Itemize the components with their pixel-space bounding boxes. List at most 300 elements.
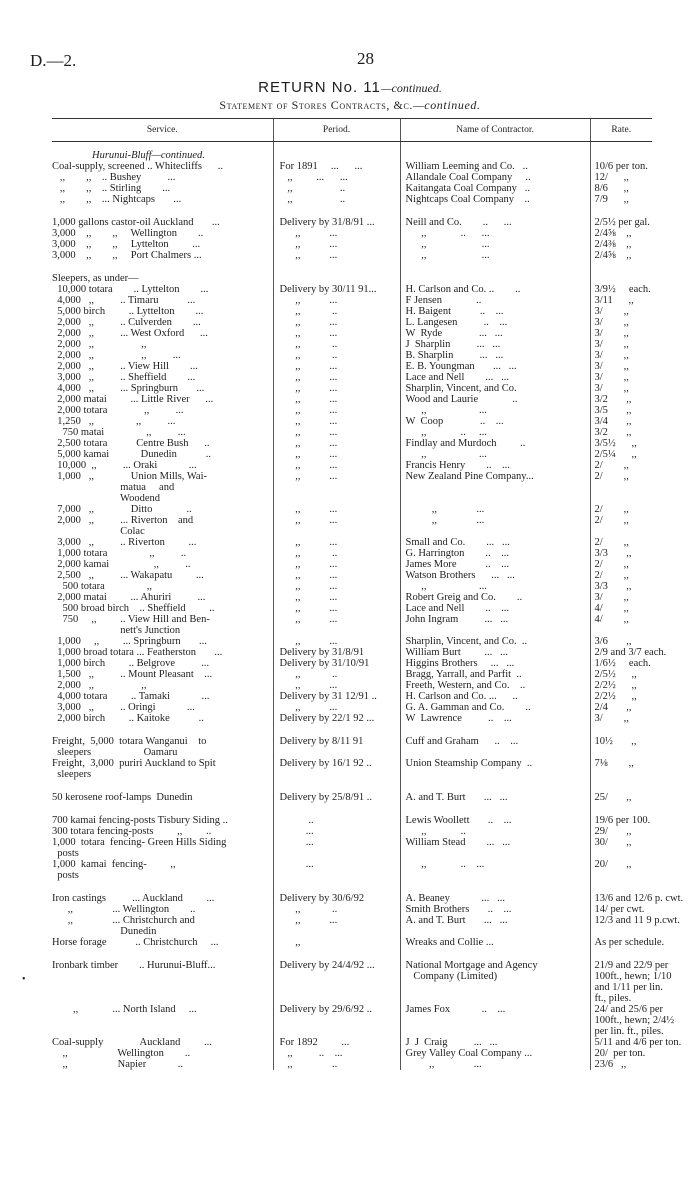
contractor-cell — [400, 881, 590, 893]
table-row — [52, 559, 652, 570]
period-cell: ,, ... — [273, 680, 400, 691]
period-cell: .. — [273, 815, 400, 826]
period-cell: ,, — [273, 937, 400, 948]
table-row — [52, 284, 652, 295]
contractor-cell: Union Steamship Company .. — [400, 758, 590, 769]
period-cell: ,, .. — [273, 669, 400, 680]
contractor-cell — [400, 993, 590, 1004]
contractor-cell: Small and Co. ... ... — [400, 537, 590, 548]
service-cell: 500 totara ,, — [52, 581, 153, 592]
rate-cell: 3/ ,, — [590, 317, 652, 328]
period-column-header: Period. — [273, 119, 400, 142]
service-cell — [52, 803, 273, 815]
service-cell: 4,000 totara .. Tamaki ... — [52, 691, 210, 702]
service-cell: 300 totara fencing-posts ,, .. — [52, 826, 212, 837]
contractor-cell — [400, 142, 590, 151]
service-cell: ,, Wellington .. — [52, 1048, 191, 1059]
period-cell: ,, ... — [273, 361, 400, 372]
service-cell: 4,000 ,, .. Timaru ... — [52, 295, 196, 306]
table-row — [52, 471, 652, 482]
contractor-cell — [400, 747, 590, 758]
table-body — [52, 142, 684, 1071]
period-cell: Delivery by 25/8/91 .. — [273, 792, 400, 803]
rate-cell: 3/ ,, — [590, 383, 652, 394]
period-cell: ,, ... — [273, 449, 400, 460]
service-cell: 700 kamai fencing-posts Tisbury Siding .. — [52, 815, 228, 826]
contractor-cell: Company (Limited) — [400, 971, 590, 982]
rate-cell: 100ft., hewn; 2/4½ — [590, 1015, 652, 1026]
period-cell: Delivery by 30/6/92 — [273, 893, 400, 904]
period-cell: ... — [273, 826, 400, 837]
rate-cell: 3/ ,, — [590, 328, 652, 339]
table-row — [52, 893, 652, 904]
contractor-cell: J J Craig ... ... — [400, 1037, 590, 1048]
rate-cell — [590, 724, 652, 736]
table-row — [52, 460, 652, 471]
table-row — [52, 372, 652, 383]
spacer-row — [52, 948, 652, 960]
table-row — [52, 758, 652, 769]
period-cell: Delivery by 22/1 92 ... — [273, 713, 400, 724]
subtitle-text: Statement of Stores Contracts, &c. — [219, 98, 414, 112]
rate-cell: 2/2½ ,, — [590, 691, 652, 702]
rate-cell: 2/5¼ ,, — [590, 449, 652, 460]
period-cell — [273, 261, 400, 273]
period-cell — [273, 993, 400, 1004]
service-cell: 2,500 totara Centre Bush .. — [52, 438, 210, 449]
contractor-cell: ,, .. ... — [400, 859, 590, 870]
service-cell: Dunedin — [52, 926, 157, 937]
contractor-cell: Smith Brothers .. ... — [400, 904, 590, 915]
spacer-row — [52, 261, 652, 273]
rate-cell: 12/ ,, — [590, 172, 652, 183]
rate-cell — [590, 493, 652, 504]
contractor-cell: William Burt ... ... — [400, 647, 590, 658]
service-cell: 10,000 totara .. Lyttelton ... — [52, 284, 209, 295]
spacer-row — [52, 803, 652, 815]
table-row — [52, 1048, 652, 1059]
contractor-cell: B. Sharplin ... ... — [400, 350, 590, 361]
table-row — [52, 713, 652, 724]
service-cell: 4,000 ,, ... Springburn ... — [52, 383, 205, 394]
rate-cell: 3/9½ each. — [590, 284, 652, 295]
rate-cell: 2/4⅜ ,, — [590, 239, 652, 250]
period-cell: ,, ... — [273, 559, 400, 570]
rate-cell — [590, 881, 652, 893]
service-cell: 500 broad birch .. Sheffield .. — [52, 603, 215, 614]
table-row — [52, 317, 652, 328]
period-cell: ,, ... — [273, 250, 400, 261]
period-cell: ,, ... — [273, 504, 400, 515]
title-suffix: —continued. — [380, 81, 442, 95]
rate-cell: 3/5 ,, — [590, 405, 652, 416]
table-row — [52, 769, 652, 780]
rate-cell: 8/6 ,, — [590, 183, 652, 194]
period-cell: ,, ... — [273, 383, 400, 394]
rate-cell — [590, 150, 652, 161]
table-row — [52, 904, 652, 915]
contractor-cell: W Coop .. ... — [400, 416, 590, 427]
table-row — [52, 350, 652, 361]
service-cell: 3,000 ,, ,, Lyttelton ... — [52, 239, 201, 250]
contractor-cell: ,, ... — [400, 405, 590, 416]
service-cell — [52, 780, 273, 792]
rate-cell: 1/6½ each. — [590, 658, 652, 669]
table-row — [52, 427, 652, 438]
table-row — [52, 239, 652, 250]
contractor-cell: ,, .. ... — [400, 427, 590, 438]
table-row — [52, 493, 652, 504]
rate-cell: 29/ ,, — [590, 826, 652, 837]
rate-cell: 7⅛ ,, — [590, 758, 652, 769]
service-cell: 2,000 matai ... Ahuriri ... — [52, 592, 206, 603]
period-cell: ,, ... — [273, 702, 400, 713]
service-cell — [52, 982, 273, 993]
service-cell: 1,000 ,, ... Springburn ... — [52, 636, 207, 647]
service-cell — [52, 724, 273, 736]
period-cell: Delivery by 24/4/92 ... — [273, 960, 400, 971]
table-row — [52, 394, 652, 405]
contractor-cell: ,, .. ... — [400, 228, 590, 239]
service-cell: ,, ... Wellington .. — [52, 904, 196, 915]
rate-cell — [590, 625, 652, 636]
contractor-cell: ,, ... — [400, 1059, 590, 1070]
period-cell: Delivery by 29/6/92 .. — [273, 1004, 400, 1015]
table-row — [52, 960, 652, 971]
service-cell — [52, 142, 273, 151]
contractor-cell — [400, 870, 590, 881]
period-cell: Delivery by 31/10/91 — [273, 658, 400, 669]
service-cell: ,, ... North Island ... — [52, 1004, 197, 1015]
service-cell: 2,000 kamai ,, .. — [52, 559, 191, 570]
contractor-cell — [400, 724, 590, 736]
service-cell — [52, 881, 273, 893]
rate-cell: 3/ ,, — [590, 372, 652, 383]
service-cell: 5,000 kamai Dunedin .. — [52, 449, 211, 460]
table-row — [52, 548, 652, 559]
service-cell: 2,000 birch .. Kaitoke .. — [52, 713, 204, 724]
rate-cell — [590, 948, 652, 960]
rate-cell: 21/9 and 22/9 per — [590, 960, 652, 971]
table-row — [52, 150, 652, 161]
period-cell: For 1892 ... — [273, 1037, 400, 1048]
contractor-cell: H. Baigent .. ... — [400, 306, 590, 317]
period-cell: ,, ... — [273, 405, 400, 416]
service-cell: 750 matai ,, ... — [52, 427, 186, 438]
service-cell: 3,000 ,, ,, Wellington .. — [52, 228, 204, 239]
table-row — [52, 515, 652, 526]
table-row — [52, 581, 652, 592]
period-cell: ,, ... — [273, 228, 400, 239]
period-cell: ,, ... — [273, 372, 400, 383]
rate-cell: 2/9 and 3/7 each. — [590, 647, 652, 658]
period-cell: ,, .. ... — [273, 1048, 400, 1059]
service-cell: ,, Napier .. — [52, 1059, 183, 1070]
table-row — [52, 1037, 652, 1048]
table-row — [52, 438, 652, 449]
rate-cell: 3/2 ,, — [590, 394, 652, 405]
rate-cell: 20/ per ton. — [590, 1048, 652, 1059]
contractor-cell: W Lawrence .. ... — [400, 713, 590, 724]
table-row — [52, 848, 652, 859]
spacer-row — [52, 780, 652, 792]
contractor-cell — [400, 493, 590, 504]
table-row — [52, 647, 652, 658]
service-cell: 1,000 birch .. Belgrove ... — [52, 658, 210, 669]
contractor-cell: Sharplin, Vincent, and Co. .. — [400, 636, 590, 647]
service-cell: 3,000 ,, .. Oringi ... — [52, 702, 195, 713]
service-cell: 2,000 totara ,, ... — [52, 405, 184, 416]
service-cell: Freight, 5,000 totara Wanganui to — [52, 736, 207, 747]
rate-cell: 14/ per cwt. — [590, 904, 652, 915]
rate-cell: 4/ ,, — [590, 603, 652, 614]
service-cell: 2,000 ,, ,, — [52, 339, 147, 350]
table-row — [52, 614, 652, 625]
table-row — [52, 971, 652, 982]
contractor-cell: James Fox .. ... — [400, 1004, 590, 1015]
contractor-cell: Findlay and Murdoch .. — [400, 438, 590, 449]
table-row — [52, 306, 652, 317]
period-cell: For 1891 ... ... — [273, 161, 400, 172]
period-cell: ,, .. — [273, 1059, 400, 1070]
contractor-cell: ,, ... — [400, 504, 590, 515]
service-cell: 1,000 kamai fencing- ,, — [52, 859, 176, 870]
service-cell — [52, 971, 273, 982]
rate-cell: 2/ ,, — [590, 559, 652, 570]
service-cell: 2,000 ,, ... West Oxford ... — [52, 328, 208, 339]
period-cell — [273, 769, 400, 780]
rate-cell: 4/ ,, — [590, 614, 652, 625]
contractor-cell: L. Langesen .. ... — [400, 317, 590, 328]
table-row — [52, 250, 652, 261]
rate-cell: 2/ ,, — [590, 515, 652, 526]
rate-cell: 19/6 per 100. — [590, 815, 652, 826]
period-cell: Delivery by 16/1 92 .. — [273, 758, 400, 769]
rate-cell: 3/ ,, — [590, 339, 652, 350]
table-row — [52, 161, 652, 172]
service-cell: Hurunui-Bluff—continued. — [92, 150, 205, 161]
contractor-cell — [400, 780, 590, 792]
page-number: 28 — [357, 49, 374, 68]
period-cell — [273, 625, 400, 636]
spacer-row — [52, 724, 652, 736]
period-cell — [273, 848, 400, 859]
contractor-cell: A. and T. Burt ... ... — [400, 792, 590, 803]
rate-cell: 10/6 per ton. — [590, 161, 652, 172]
service-cell: 2,000 ,, .. Culverden ... — [52, 317, 201, 328]
rate-cell — [590, 926, 652, 937]
margin-mark: • — [22, 974, 26, 985]
rate-cell — [590, 769, 652, 780]
table-row — [52, 993, 652, 1004]
service-cell: 1,000 gallons castor-oil Auckland ... — [52, 217, 220, 228]
rate-cell — [590, 803, 652, 815]
spacer-row — [52, 881, 652, 893]
service-cell: 3,000 ,, ,, Port Chalmers ... — [52, 250, 202, 261]
service-cell: Horse forage .. Christchurch ... — [52, 937, 219, 948]
table-row — [52, 625, 652, 636]
table-row — [52, 361, 652, 372]
table-row — [52, 736, 652, 747]
rate-cell — [590, 482, 652, 493]
service-cell: 1,000 totara ,, .. — [52, 548, 187, 559]
service-cell — [52, 261, 273, 273]
service-cell: 3,000 ,, .. Riverton ... — [52, 537, 197, 548]
table-row — [52, 815, 652, 826]
service-cell: Colac — [52, 526, 145, 537]
rate-cell: 2/4⅝ ,, — [590, 228, 652, 239]
contractor-cell: ,, ... — [400, 449, 590, 460]
table-row — [52, 702, 652, 713]
return-title — [0, 79, 700, 96]
period-cell — [273, 142, 400, 151]
contractor-cell: William Stead ... ... — [400, 837, 590, 848]
contractor-cell: G. A. Gamman and Co. .. — [400, 702, 590, 713]
contractor-cell: F Jensen .. — [400, 295, 590, 306]
service-cell — [52, 993, 273, 1004]
table-row — [52, 669, 652, 680]
contractor-cell: ,, ... — [400, 250, 590, 261]
rate-cell: 2/ ,, — [590, 570, 652, 581]
subtitle-suffix: —continued. — [413, 98, 481, 112]
period-cell: ,, ... ... — [273, 172, 400, 183]
service-cell: 50 kerosene roof-lamps Dunedin — [52, 792, 193, 803]
table-row — [52, 826, 652, 837]
service-cell: nett's Junction — [52, 625, 181, 636]
period-cell: ,, .. — [273, 183, 400, 194]
contractor-cell: Sharplin, Vincent, and Co. — [400, 383, 590, 394]
period-cell: ,, ... — [273, 438, 400, 449]
table-row — [52, 1015, 652, 1026]
contractor-cell: Freeth, Western, and Co. .. — [400, 680, 590, 691]
spacer-row — [52, 142, 652, 151]
rate-cell: 2/4 ,, — [590, 702, 652, 713]
service-cell: Freight, 3,000 puriri Auckland to Spit — [52, 758, 216, 769]
rate-cell: 2/5½ ,, — [590, 669, 652, 680]
contractor-cell: ,, ... — [400, 515, 590, 526]
table-row — [52, 1059, 652, 1070]
rate-cell — [590, 142, 652, 151]
period-cell: ,, ... — [273, 239, 400, 250]
contractor-cell — [400, 273, 590, 284]
contractor-cell: Nightcaps Coal Company .. — [400, 194, 590, 205]
period-cell — [273, 150, 400, 161]
rate-cell: 2/ ,, — [590, 471, 652, 482]
contractor-cell: National Mortgage and Agency — [400, 960, 590, 971]
rate-cell: 3/3 ,, — [590, 581, 652, 592]
service-cell: Coal-supply, screened .. Whitecliffs .. — [52, 161, 223, 172]
contractor-cell: ,, ... — [400, 581, 590, 592]
contractor-cell: Grey Valley Coal Company ... — [400, 1048, 590, 1059]
service-cell: ,, ... Christchurch and — [52, 915, 195, 926]
service-cell: matua and — [52, 482, 175, 493]
service-cell: 2,000 ,, ,, ... — [52, 350, 181, 361]
period-cell: ,, ... — [273, 460, 400, 471]
rate-cell: 5/11 and 4/6 per ton. — [590, 1037, 652, 1048]
period-cell: ... — [273, 859, 400, 870]
service-cell: sleepers Oamaru — [52, 747, 178, 758]
table-row — [52, 792, 652, 803]
period-cell — [273, 493, 400, 504]
table-row — [52, 273, 652, 284]
table-row — [52, 328, 652, 339]
contractor-cell — [400, 769, 590, 780]
contractor-cell: New Zealand Pine Company... — [400, 471, 590, 482]
table-row — [52, 680, 652, 691]
rate-cell: 2/2½ ,, — [590, 680, 652, 691]
rate-cell — [590, 273, 652, 284]
period-cell: ,, ... — [273, 328, 400, 339]
table-row — [52, 217, 652, 228]
table-row — [52, 383, 652, 394]
rate-cell: and 1/11 per lin. — [590, 982, 652, 993]
service-cell: 750 ,, .. View Hill and Ben- — [52, 614, 210, 625]
contractor-cell: ,, .. — [400, 826, 590, 837]
contractor-cell: Neill and Co. .. ... — [400, 217, 590, 228]
contractor-cell: W Ryde ... ... — [400, 328, 590, 339]
contractor-cell: Bragg, Yarrall, and Parfit .. — [400, 669, 590, 680]
period-cell: ,, .. — [273, 548, 400, 559]
contractor-cell: Francis Henry .. ... — [400, 460, 590, 471]
service-cell: 2,000 ,, .. View Hill ... — [52, 361, 198, 372]
contractor-cell: A. and T. Burt ... ... — [400, 915, 590, 926]
rate-cell: As per schedule. — [590, 937, 652, 948]
rate-cell: 2/5½ per gal. — [590, 217, 652, 228]
rate-cell: 3/ ,, — [590, 350, 652, 361]
contractor-cell: Allandale Coal Company .. — [400, 172, 590, 183]
service-cell: 2,500 ,, ... Wakapatu ... — [52, 570, 204, 581]
service-cell: posts — [52, 870, 79, 881]
contractor-cell: Lewis Woollett .. ... — [400, 815, 590, 826]
period-cell: ,, .. — [273, 350, 400, 361]
period-cell — [273, 982, 400, 993]
table-row — [52, 183, 652, 194]
service-cell — [52, 205, 273, 217]
period-cell — [273, 482, 400, 493]
table-row — [52, 1004, 652, 1015]
service-cell: ,, ,, .. Stirling ... — [52, 183, 171, 194]
period-cell: ,, ... — [273, 581, 400, 592]
rate-column-header: Rate. — [590, 119, 652, 142]
contractor-cell — [400, 948, 590, 960]
contractor-cell: William Leeming and Co. .. — [400, 161, 590, 172]
service-cell — [52, 1026, 273, 1037]
period-cell: ,, .. — [273, 306, 400, 317]
table-row — [52, 537, 652, 548]
period-cell: ,, ... — [273, 915, 400, 926]
contractor-cell — [400, 625, 590, 636]
service-cell: 1,000 ,, Union Mills, Wai- — [52, 471, 208, 482]
contractor-cell: Watson Brothers ... ... — [400, 570, 590, 581]
service-cell: 1,250 ,, ,, ... — [52, 416, 176, 427]
contractor-cell — [400, 803, 590, 815]
period-cell — [273, 1026, 400, 1037]
rate-cell: 12/3 and 11 9 p.cwt. — [590, 915, 652, 926]
period-cell: ,, ... — [273, 614, 400, 625]
rate-cell: 2/ ,, — [590, 460, 652, 471]
contractor-cell — [400, 848, 590, 859]
table-row — [52, 691, 652, 702]
contractor-cell: Wreaks and Collie ... — [400, 937, 590, 948]
rate-cell: 20/ ,, — [590, 859, 652, 870]
document-reference: D.—2. — [30, 51, 77, 70]
table-row — [52, 482, 652, 493]
period-cell: Delivery by 30/11 91... — [273, 284, 400, 295]
contractor-cell: A. Beaney ... ... — [400, 893, 590, 904]
rate-cell: 13/6 and 12/6 p. cwt. — [590, 893, 652, 904]
service-cell: 2,000 ,, ,, — [52, 680, 147, 691]
period-cell: ... — [273, 837, 400, 848]
